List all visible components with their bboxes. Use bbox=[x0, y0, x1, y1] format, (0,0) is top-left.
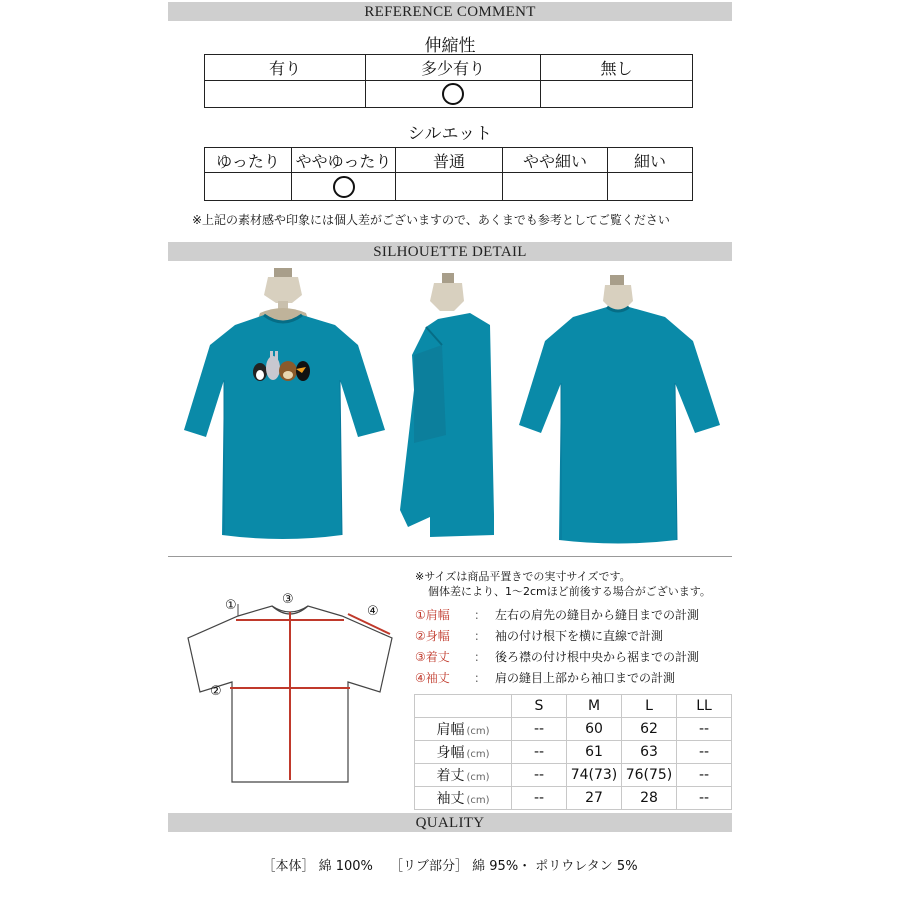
size-header: L bbox=[622, 695, 677, 718]
measurement-colon: ： bbox=[473, 629, 486, 643]
stretch-cell-selected bbox=[366, 81, 541, 108]
table-cell: 62 bbox=[622, 718, 677, 741]
divider bbox=[168, 556, 732, 557]
silhouette-option: 普通 bbox=[396, 148, 503, 173]
diagram-marker-3: ③ bbox=[282, 592, 294, 607]
silhouette-cell bbox=[205, 173, 292, 201]
section-header-quality: QUALITY bbox=[168, 813, 732, 832]
measurement-body bbox=[415, 627, 663, 644]
row-name: 肩幅 bbox=[436, 722, 465, 738]
size-header: S bbox=[512, 695, 567, 718]
measurement-label: ④袖丈 bbox=[415, 671, 450, 685]
size-note-2: 個体差により、1～2cmほど前後する場合がございます。 bbox=[428, 585, 711, 598]
silhouette-title: シルエット bbox=[407, 124, 493, 144]
stretch-option: 有り bbox=[205, 55, 366, 81]
table-cell: 28 bbox=[622, 787, 677, 810]
measurement-colon: ： bbox=[473, 671, 486, 685]
silhouette-table bbox=[204, 147, 693, 201]
measurement-label: ③着丈 bbox=[415, 650, 450, 664]
measurement-colon: ： bbox=[473, 608, 486, 622]
measurement-shoulder bbox=[415, 606, 699, 623]
stretch-cell bbox=[541, 81, 693, 108]
product-photo-side bbox=[390, 265, 510, 550]
unit-label: (cm) bbox=[466, 726, 490, 737]
stretch-option: 多少有り bbox=[366, 55, 541, 81]
measurement-length bbox=[415, 648, 699, 665]
table-cell: -- bbox=[677, 787, 732, 810]
size-header: M bbox=[567, 695, 622, 718]
silhouette-cell bbox=[608, 173, 693, 201]
row-header bbox=[415, 718, 512, 741]
stretch-title: 伸縮性 bbox=[424, 36, 476, 56]
size-note-1: ※サイズは商品平置きでの実寸サイズです。 bbox=[415, 570, 631, 583]
size-diagram bbox=[180, 590, 405, 815]
measurement-desc: 袖の付け根下を横に直線で計測 bbox=[495, 629, 664, 643]
section-header-reference: REFERENCE COMMENT bbox=[168, 2, 732, 21]
table-cell: -- bbox=[512, 741, 567, 764]
row-header bbox=[415, 764, 512, 787]
unit-label: (cm) bbox=[466, 795, 490, 806]
table-cell: 76(75) bbox=[622, 764, 677, 787]
row-name: 身幅 bbox=[436, 745, 465, 761]
stretch-table bbox=[204, 54, 693, 108]
unit-label: (cm) bbox=[466, 749, 490, 760]
disclaimer-text: ※上記の素材感や印象には個人差がございますので、あくまでも参考としてご覧ください bbox=[192, 213, 670, 227]
table-cell: 27 bbox=[567, 787, 622, 810]
size-table-corner bbox=[415, 695, 512, 718]
row-name: 袖丈 bbox=[436, 791, 465, 807]
measurement-desc: 左右の肩先の縫目から縫目までの計測 bbox=[495, 608, 700, 622]
table-cell: 60 bbox=[567, 718, 622, 741]
row-name: 着丈 bbox=[436, 768, 465, 784]
unit-label: (cm) bbox=[466, 772, 490, 783]
table-cell: 61 bbox=[567, 741, 622, 764]
silhouette-cell bbox=[503, 173, 608, 201]
row-header bbox=[415, 787, 512, 810]
silhouette-option: やや細い bbox=[503, 148, 608, 173]
quality-text: ［本体］ 綿 100% ［リブ部分］ 綿 95%・ ポリウレタン 5% bbox=[262, 859, 638, 874]
table-cell: -- bbox=[677, 718, 732, 741]
product-photo-back bbox=[515, 265, 725, 550]
silhouette-option: ややゆったり bbox=[292, 148, 396, 173]
table-cell: -- bbox=[512, 787, 567, 810]
table-cell: -- bbox=[512, 718, 567, 741]
row-header bbox=[415, 741, 512, 764]
silhouette-cell bbox=[396, 173, 503, 201]
diagram-marker-2: ② bbox=[210, 684, 222, 699]
diagram-marker-4: ④ bbox=[367, 604, 379, 619]
table-cell: -- bbox=[677, 741, 732, 764]
product-photo-front bbox=[180, 265, 390, 550]
table-row bbox=[415, 741, 732, 764]
table-cell: 74(73) bbox=[567, 764, 622, 787]
measurement-colon: ： bbox=[473, 650, 486, 664]
stretch-option: 無し bbox=[541, 55, 693, 81]
measurement-sleeve bbox=[415, 669, 675, 686]
measurement-label: ②身幅 bbox=[415, 629, 450, 643]
table-cell: 63 bbox=[622, 741, 677, 764]
silhouette-cell-selected bbox=[292, 173, 396, 201]
silhouette-option: 細い bbox=[608, 148, 693, 173]
measurement-desc: 後ろ襟の付け根中央から裾までの計測 bbox=[495, 650, 700, 664]
section-header-silhouette-detail: SILHOUETTE DETAIL bbox=[168, 242, 732, 261]
table-cell: -- bbox=[512, 764, 567, 787]
diagram-marker-1: ① bbox=[225, 598, 237, 613]
table-cell: -- bbox=[677, 764, 732, 787]
table-row bbox=[415, 787, 732, 810]
measurement-desc: 肩の縫目上部から袖口までの計測 bbox=[495, 671, 676, 685]
table-row bbox=[415, 764, 732, 787]
selected-circle-icon bbox=[333, 176, 355, 198]
table-row bbox=[415, 718, 732, 741]
silhouette-option: ゆったり bbox=[205, 148, 292, 173]
size-table bbox=[414, 694, 732, 810]
selected-circle-icon bbox=[442, 83, 464, 105]
size-header: LL bbox=[677, 695, 732, 718]
measurement-label: ①肩幅 bbox=[415, 608, 450, 622]
stretch-cell bbox=[205, 81, 366, 108]
